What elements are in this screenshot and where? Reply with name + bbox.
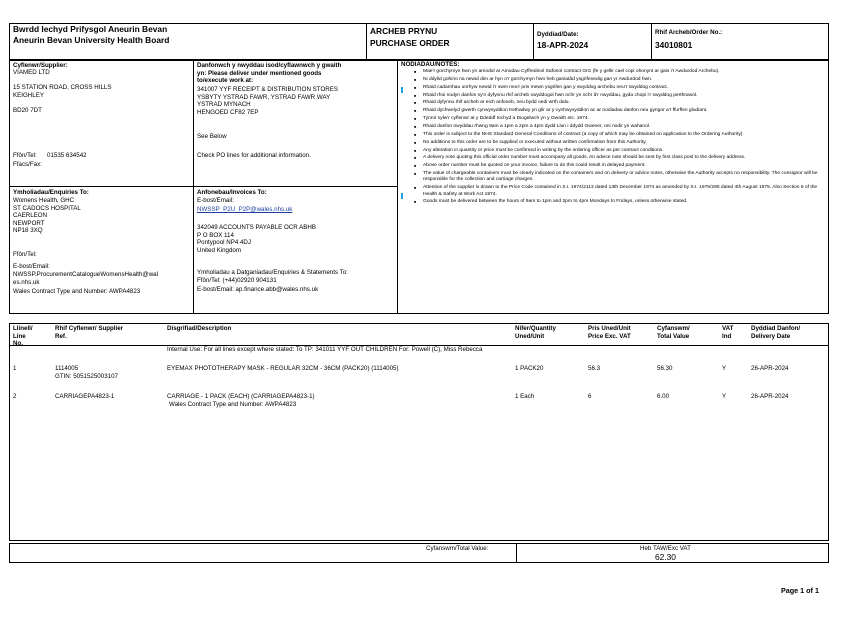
delivery-label-line: Danfonwch y nwyddau isod/cyflawnwch y gwaith xyxy=(197,62,342,69)
header-text: Price Exc. VAT xyxy=(588,332,631,340)
cell-unit-price: 56.3 xyxy=(588,365,601,372)
cell-description-contract: Wales Contract Type and Number: AWPA4823 xyxy=(169,401,297,408)
date-value: 18-APR-2024 xyxy=(537,40,589,50)
cell-vat: Y xyxy=(722,393,727,400)
header-supplier-ref xyxy=(55,325,123,340)
internal-use-note: Internal Use: For all lines except where stated: To TP: 341011 YYF OUT CHILDREN For: Powell (C), Miss Rebecca xyxy=(167,346,483,353)
delivery-see-below: See Below xyxy=(197,133,227,140)
cell-line-no: 2 xyxy=(13,393,17,400)
cell-supplier-ref: CARRIAGEPA4823-1 xyxy=(55,393,115,400)
totals-block xyxy=(9,543,829,563)
supplier-address-line: KEIGHLEY xyxy=(13,91,44,99)
header-text: Ref. xyxy=(55,332,67,340)
statements-phone: Ffôn/Tel: (+44)02920 904131 xyxy=(197,277,277,284)
enquiries-address-line: NEWPORT xyxy=(13,219,45,227)
enquiries-address xyxy=(13,197,81,235)
cell-total: 6.00 xyxy=(657,393,670,400)
note-item: ■ The value of chargeable containers must be clearly indicated on the containers and on delivery or advice notes, otherwise the Authority accepts no responsibility. The consignor will be responsible for the collection and carriage charges. xyxy=(401,171,826,184)
note-item: ■ A delivery note quoting this official order number must accompany all goods. An advice note should be sent by first class post to the delivery address. xyxy=(401,155,826,161)
delivery-label-line: to/execute work at: xyxy=(197,77,254,85)
cell-delivery-date: 26-APR-2024 xyxy=(751,393,789,400)
delivery-label-line: yn: Please deliver under mentioned goods xyxy=(197,69,322,77)
enquiries-address-line: CAERLEON xyxy=(13,212,48,220)
supplier-label: Cyflenwr/Supplier: xyxy=(13,62,68,69)
org-name-english: Aneurin Bevan University Health Board xyxy=(13,35,170,45)
header-text: Disgrifiad/Description xyxy=(167,325,232,332)
header-text: Line xyxy=(13,332,26,340)
delivery-check-po: Check PO lines for additional information. xyxy=(197,152,311,159)
header-divider xyxy=(533,23,534,60)
invoices-email-label: E-bost/Email: xyxy=(197,197,234,204)
note-item: ■ Rhaid danfon nwyddau rhwng 9am a 1pm a 2pm a 4pm dydd Llun i ddydd Gwener, oni nodir yn wahanol. xyxy=(401,124,826,130)
header-text: VAT xyxy=(722,325,734,332)
invoices-address-line: P O BOX 114 xyxy=(197,231,234,239)
enquiries-email-value[interactable]: NWSSP.ProcurementCatalogueWomensHealth@wal xyxy=(13,271,158,278)
enquiries-address-line: Womens Health, GHC xyxy=(13,197,75,204)
info-divider xyxy=(397,60,398,314)
note-item: ■ Above order number must be quoted on your invoice, failure to do this could result in delayed payment. xyxy=(401,163,826,169)
notes-list xyxy=(401,69,826,207)
header-text: Rhif Cyflenwr/ Supplier xyxy=(55,325,124,332)
note-item: ■ Rhaid dychwelyd gwerth cynwysyddion trethadwy yn glir ar y cynhwysyddion ac ar nodiadau danfon neu gyngor a'r ffurflen gludiant. xyxy=(401,108,826,114)
delivery-address-line: 341007 YYF RECEIPT & DISTRIBUTION STORES xyxy=(197,86,338,93)
header-description xyxy=(167,325,231,333)
header-text: No. xyxy=(13,340,23,348)
delivery-address-line: YSBYTY YSTRAD FAWR, YSTRAD FAWR WAY xyxy=(197,93,331,101)
header-delivery-date xyxy=(751,325,800,340)
supplier-address-line: 15 STATION ROAD, CROSS HILLS xyxy=(13,84,112,92)
cell-delivery-date: 26-APR-2024 xyxy=(751,365,789,372)
supplier-fax-label: Ffacs/Fax: xyxy=(13,161,42,168)
delivery-address-line: YSTRAD MYNACH xyxy=(197,101,251,109)
order-number-label: Rhif Archeb/Order No.: xyxy=(655,29,723,36)
delivery-address-line: HENGOED CF82 7EP xyxy=(197,108,259,116)
invoices-address xyxy=(197,224,316,254)
cell-supplier-ref: 1114005 xyxy=(55,365,79,372)
enquiries-address-line: NP18 3XQ xyxy=(13,227,43,235)
statements-email: E-bost/Email: ap.finance.abb@wales.nhs.uk xyxy=(197,286,319,293)
notes-label: NODIADAU/NOTES: xyxy=(401,61,460,68)
header-unit-price xyxy=(588,325,631,340)
header-text: Delivery Date xyxy=(751,332,791,340)
header-divider xyxy=(366,23,367,60)
note-item: ■ Ni ddylid gohirio na newid dim ar hyn o'r gorchymyn hwn heb ganiatâd ysgrifenedig gan yr Awdurdod hwn. xyxy=(401,77,826,83)
enquiries-phone-label: Ffôn/Tel: xyxy=(13,251,37,258)
note-item: ■ Tynnir sylw'r cyflenwr at y Ddeddf Iechyd a Diogelwch yn y Gwaith etc. 1974. xyxy=(401,116,826,122)
header-total xyxy=(657,325,690,340)
info-divider xyxy=(193,60,194,314)
note-item: ■ Rhaid rhoi nodyn danfon sy'n dyfynnu rhif archeb swyddogol hwn ochr yn ochr â'r nwyddau, gyda chopi i'r swyddog perthnasol. xyxy=(401,93,826,99)
note-item: ■ Goods must be delivered between the hours of 9am to 1pm and 2pm to 4pm Mondays to Fridays, unless otherwise stated. xyxy=(401,199,826,205)
info-row-divider xyxy=(9,186,398,187)
cell-supplier-gtin: GTIN: 5051525003107 xyxy=(55,373,118,380)
note-item: ■ No additions to this order are to be supplied or executed without written confirmation from this Authority. xyxy=(401,140,826,146)
cell-description: EYEMAX PHOTOTHERAPY MASK - REGULAR 32CM - 36CM (PACK20) (1114005) xyxy=(167,365,399,372)
header-divider xyxy=(651,23,652,60)
doc-title-english: PURCHASE ORDER xyxy=(370,38,450,48)
invoices-email-link[interactable]: NWSSP_P2U_P2P@wales.nhs.uk xyxy=(197,206,293,213)
page-number: Page 1 of 1 xyxy=(781,586,819,595)
order-number-value: 34010801 xyxy=(655,40,693,50)
date-label: Dyddiad/Date: xyxy=(537,31,579,38)
totals-divider xyxy=(516,543,517,563)
header-line-no xyxy=(13,325,33,348)
invoices-label: Anfonebau/Invoices To: xyxy=(197,189,267,196)
supplier-address-line: VIAMED LTD xyxy=(13,69,50,76)
enquiries-address-line: ST CADOCS HOSPITAL xyxy=(13,204,81,212)
delivery-address xyxy=(197,86,338,116)
supplier-address xyxy=(13,69,111,114)
cell-total: 56.30 xyxy=(657,365,673,372)
note-item: ■ Attention of the supplier is drawn to the Price Code contained in S.I. 1974/2113 dated 13th December 1974 as amended by S.I. 1975/285 dated 4th August 1975. Also Section 6 of the Health & Safety at Work Act 1974. xyxy=(401,185,826,198)
note-item: ■ This order is subject to the NHS Standard General Conditions of contract (a copy of which may be obtained on application to the Ordering Authority) xyxy=(401,132,826,138)
cell-description: CARRIAGE - 1 PACK (EACH) (CARRIAGEPA4823-1) xyxy=(167,393,315,400)
header-text: Ind xyxy=(722,332,732,340)
line-items-table xyxy=(9,323,829,541)
enquiries-label: Ymholiadau/Enquiries To: xyxy=(13,189,89,196)
header-text: Total Value xyxy=(657,332,690,340)
org-name-welsh: Bwrdd Iechyd Prifysgol Aneurin Bevan xyxy=(13,24,168,34)
enquiries-email-label: E-bost/Email: xyxy=(13,263,50,270)
cell-unit-price: 6 xyxy=(588,393,592,400)
enquiries-contract: Wales Contract Type and Number: AWPA4823 xyxy=(13,288,141,295)
invoices-address-line: Pontypool NP4 4DJ xyxy=(197,239,251,247)
supplier-address-line xyxy=(13,77,111,85)
totals-excl-vat-value: 62.30 xyxy=(655,552,676,562)
delivery-label xyxy=(197,62,341,85)
doc-title-welsh: ARCHEB PRYNU xyxy=(370,26,438,36)
enquiries-email-value[interactable]: es.nhs.uk xyxy=(13,279,40,286)
supplier-address-line xyxy=(13,99,111,107)
totals-excl-vat-label: Heb TAW/Exc VAT xyxy=(640,545,691,552)
supplier-phone-label: Ffôn/Tel: xyxy=(13,152,37,159)
header-text: Pris Uned/Unit xyxy=(588,325,631,332)
header-text: Uned/Unit xyxy=(515,332,545,340)
cell-quantity: 1 Each xyxy=(515,393,535,400)
header-vat xyxy=(722,325,733,340)
cell-quantity: 1 PACK20 xyxy=(515,365,544,372)
header-text: Dyddiad Danfon/ xyxy=(751,325,801,332)
supplier-address-line: BD20 7DT xyxy=(13,106,42,114)
note-item: ■ Any alteration in quantity or price must be confirmed in writing by the ordering officer as per contract conditions. xyxy=(401,148,826,154)
supplier-phone-value: 01535 634542 xyxy=(47,152,87,159)
totals-label: Cyfanswm/Total Value: xyxy=(426,545,489,552)
note-item: ■ Rhaid cadarnhau unrhyw newid i'r swm neu'r pris mewn ysgrifen gan y swyddog archebu neu'r swyddog contract. xyxy=(401,85,826,91)
note-item: ■ Mae'r gorchymyn hwn yn amodol ar Amodau Cyffredinol Safonol contract GIG (fe y gellir cael copi ohonynt ar gais i'r Awdurdod Archebu). xyxy=(401,69,826,75)
header-quantity xyxy=(515,325,556,340)
header-text: Nifer/Quantity xyxy=(515,325,556,332)
header-text: Llinell/ xyxy=(13,325,33,332)
cell-vat: Y xyxy=(722,365,727,372)
cell-line-no: 1 xyxy=(13,365,17,372)
invoices-address-line: 342049 ACCOUNTS PAYABLE OCR ABHB xyxy=(197,224,316,231)
statements-label: Ymholiadau a Datganiadau/Enquiries & Statements To: xyxy=(197,269,348,276)
header-text: Cyfanswm/ xyxy=(657,325,690,332)
note-item: ■ Rhaid dyfynnu rhif archeb ar eich anfoneb, neu bydd oedi wrth dalu. xyxy=(401,100,826,106)
invoices-address-line: United Kingdom xyxy=(197,246,242,254)
